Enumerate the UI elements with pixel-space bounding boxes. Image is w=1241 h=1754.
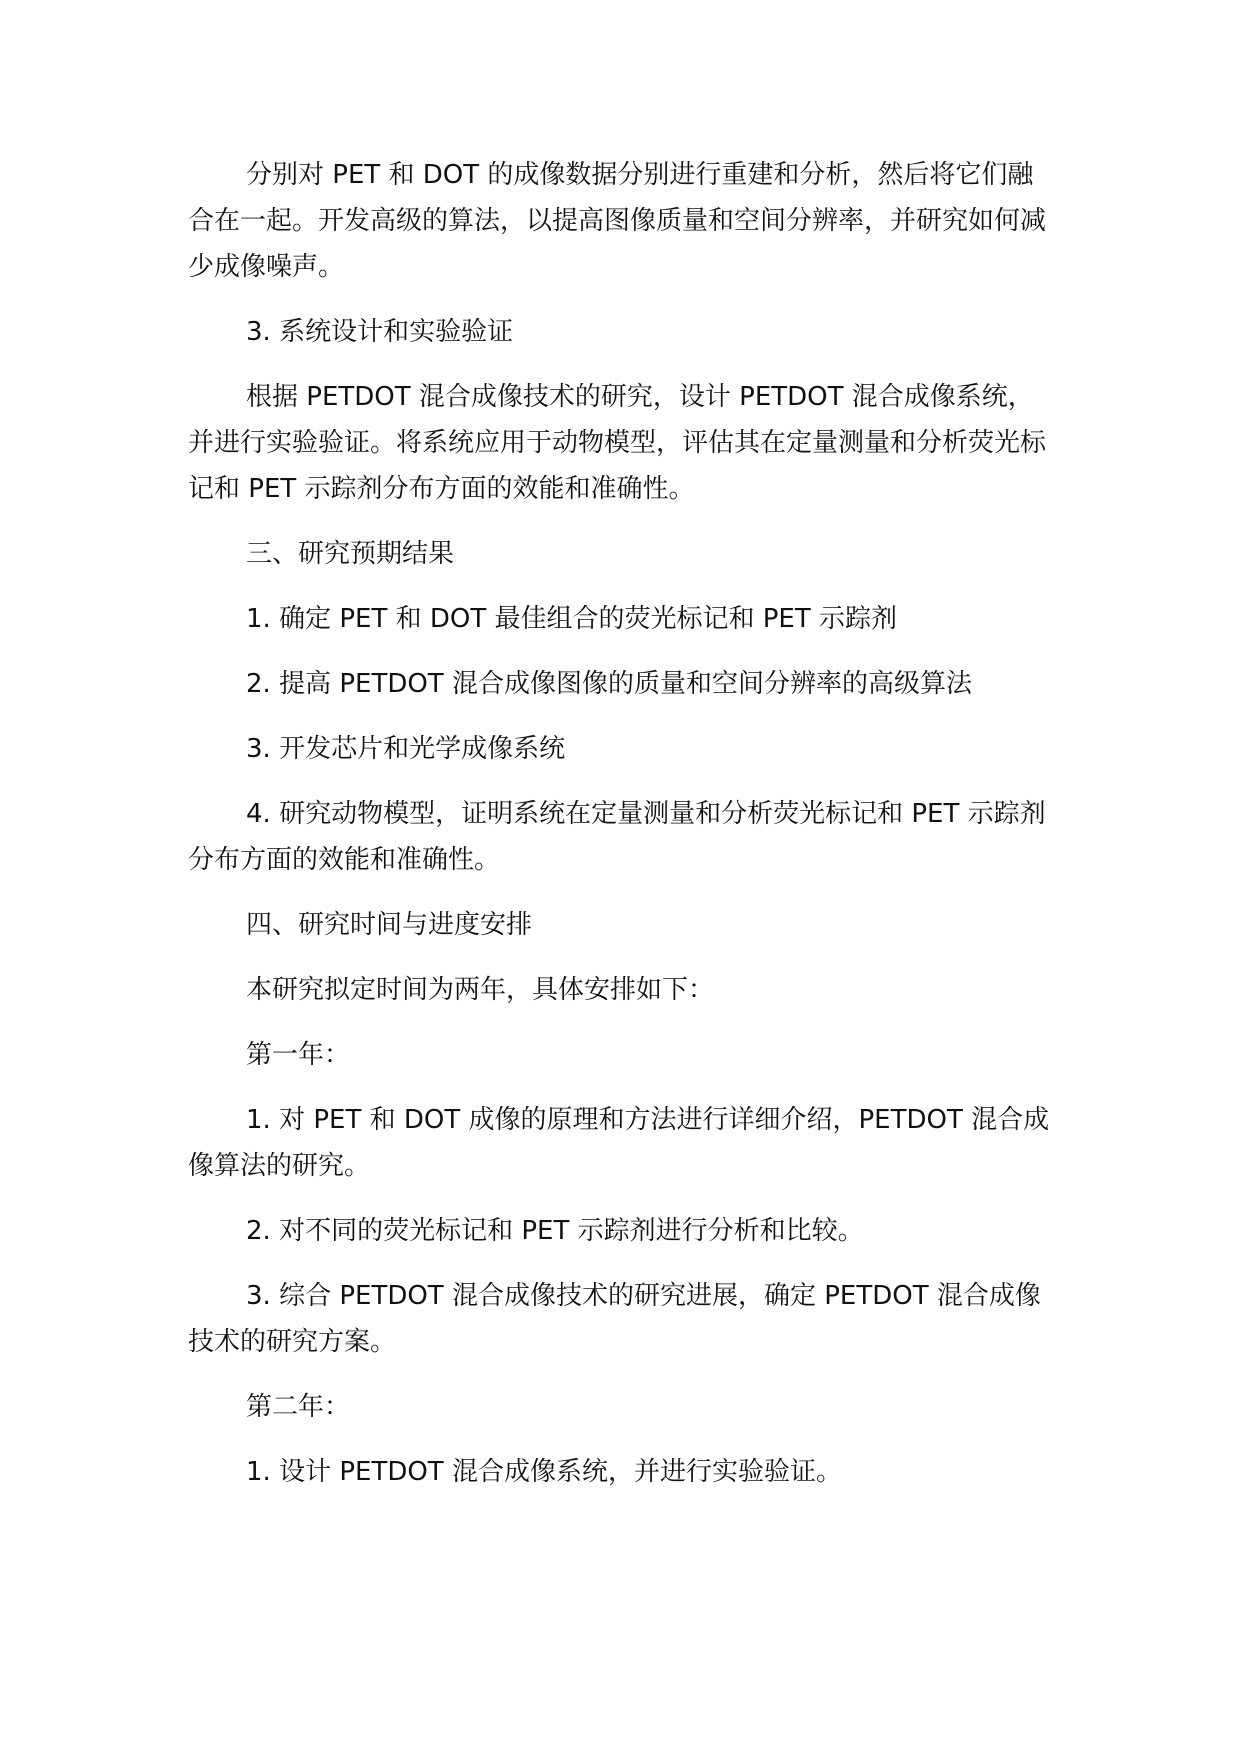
document-body <box>188 152 1058 1514</box>
heading-schedule: 四、研究时间与进度安排 <box>246 910 533 940</box>
list-item-year2-1: 1. 设计 PETDOT 混合成像系统，并进行实验验证。 <box>246 1457 842 1487</box>
paragraph-fusion-analysis: 分别对 PET 和 DOT 的成像数据分别进行重建和分析，然后将它们融合在一起。开发高级的算法，以提高图像质量和空间分辨率，并研究如何减少成像噪声。 <box>188 160 1047 282</box>
list-item-year1-1: 1. 对 PET 和 DOT 成像的原理和方法进行详细介绍，PETDOT 混合成像算法的研究。 <box>188 1105 1050 1181</box>
list-item-result-1: 1. 确定 PET 和 DOT 最佳组合的荧光标记和 PET 示踪剂 <box>246 604 898 634</box>
heading-first-year: 第一年： <box>246 1040 351 1070</box>
paragraph-schedule-intro: 本研究拟定时间为两年，具体安排如下： <box>246 975 715 1005</box>
heading-second-year: 第二年： <box>246 1392 351 1422</box>
heading-system-design: 3. 系统设计和实验验证 <box>246 317 514 347</box>
list-item-result-4: 4. 研究动物模型，证明系统在定量测量和分析荧光标记和 PET 示踪剂分布方面的效能和准确性。 <box>188 799 1046 875</box>
paragraph-system-validation: 根据 PETDOT 混合成像技术的研究，设计 PETDOT 混合成像系统，并进行实验验证。将系统应用于动物模型，评估其在定量测量和分析荧光标记和 PET 示踪剂分布方面的效能和准确性。 <box>188 382 1047 504</box>
list-item-result-3: 3. 开发芯片和光学成像系统 <box>246 734 566 764</box>
list-item-result-2: 2. 提高 PETDOT 混合成像图像的质量和空间分辨率的高级算法 <box>246 669 972 699</box>
list-item-year1-3: 3. 综合 PETDOT 混合成像技术的研究进展，确定 PETDOT 混合成像技术的研究方案。 <box>188 1281 1041 1357</box>
list-item-year1-2: 2. 对不同的荧光标记和 PET 示踪剂进行分析和比较。 <box>246 1216 864 1246</box>
heading-expected-results: 三、研究预期结果 <box>246 539 455 569</box>
